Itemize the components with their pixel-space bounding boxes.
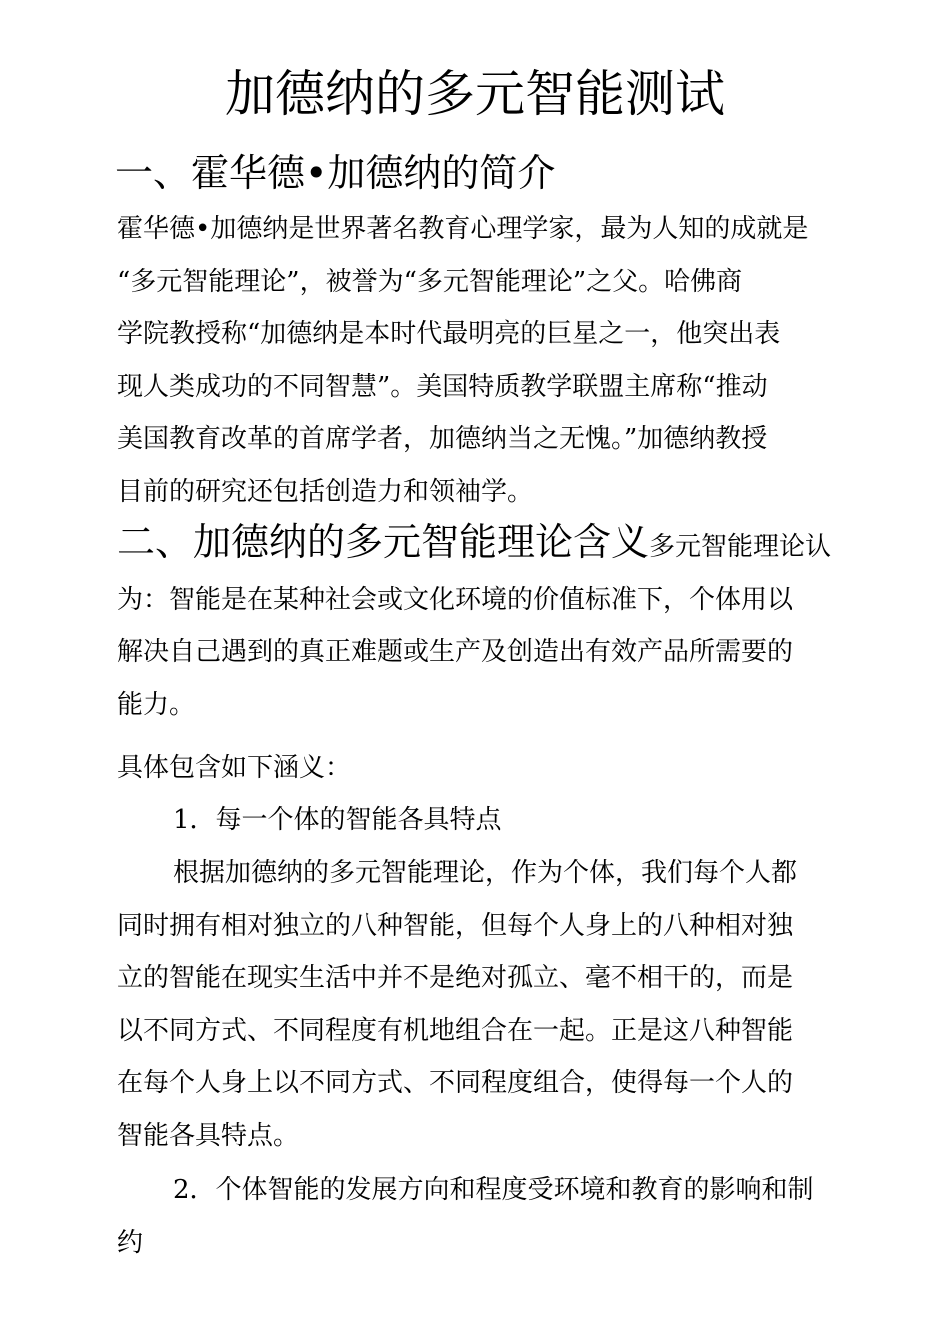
section1-paragraph — [117, 203, 847, 519]
section2-paragraph — [117, 516, 847, 731]
item2-paragraph — [117, 1164, 847, 1269]
text-line: 霍华德•加德纳是世界著名教育心理学家，最为人知的成就是 — [117, 214, 809, 244]
text-line: 根据加德纳的多元智能理论，作为个体，我们每个人都 — [173, 858, 798, 888]
text-line: “多元智能理论”，被誉为“多元智能理论”之父。哈佛商 — [117, 266, 743, 297]
text-line: 现人类成功的不同智慧”。美国特质教学联盟主席称“推动 — [117, 371, 768, 402]
document-title: 加德纳的多元智能测试 — [225, 65, 725, 123]
item1-paragraph — [117, 847, 847, 1163]
text-line: 约 — [117, 1227, 144, 1258]
section2-heading-line — [117, 516, 847, 574]
section2-heading: 二、加德纳的多元智能理论含义 — [117, 520, 650, 564]
text-line: 解决自己遇到的真正难题或生产及创造出有效产品所需要的 — [117, 637, 794, 668]
text-line: 为：智能是在某种社会或文化环境的价值标准下，个体用以 — [117, 584, 794, 615]
text-line: 智能各具特点。 — [117, 1120, 300, 1151]
section1-heading: 一、霍华德•加德纳的简介 — [115, 151, 556, 195]
text-line: 同时拥有相对独立的八种智能，但每个人身上的八种相对独 — [117, 910, 794, 941]
text-line: 立的智能在现实生活中并不是绝对孤立、毫不相干的，而是 — [117, 963, 794, 994]
section2-intro: 具体包含如下涵义： — [117, 753, 352, 783]
text-line: 学院教授称“加德纳是本时代最明亮的巨星之一，他突出表 — [117, 319, 781, 350]
text-line: 以不同方式、不同程度有机地组合在一起。正是这八种智能 — [117, 1015, 794, 1046]
item2-title: 2．个体智能的发展方向和程度受环境和教育的影响和制 — [173, 1175, 814, 1205]
text-line: 目前的研究还包括创造力和领袖学。 — [117, 476, 534, 507]
item1-title: 1．每一个体的智能各具特点 — [173, 805, 502, 835]
section2-heading-tail: 多元智能理论认 — [649, 532, 832, 562]
text-line: 美国教育改革的首席学者，加德纳当之无愧。”加德纳教授 — [117, 424, 768, 455]
text-line: 能力。 — [117, 689, 196, 720]
text-line: 在每个人身上以不同方式、不同程度组合，使得每一个人的 — [117, 1068, 794, 1099]
